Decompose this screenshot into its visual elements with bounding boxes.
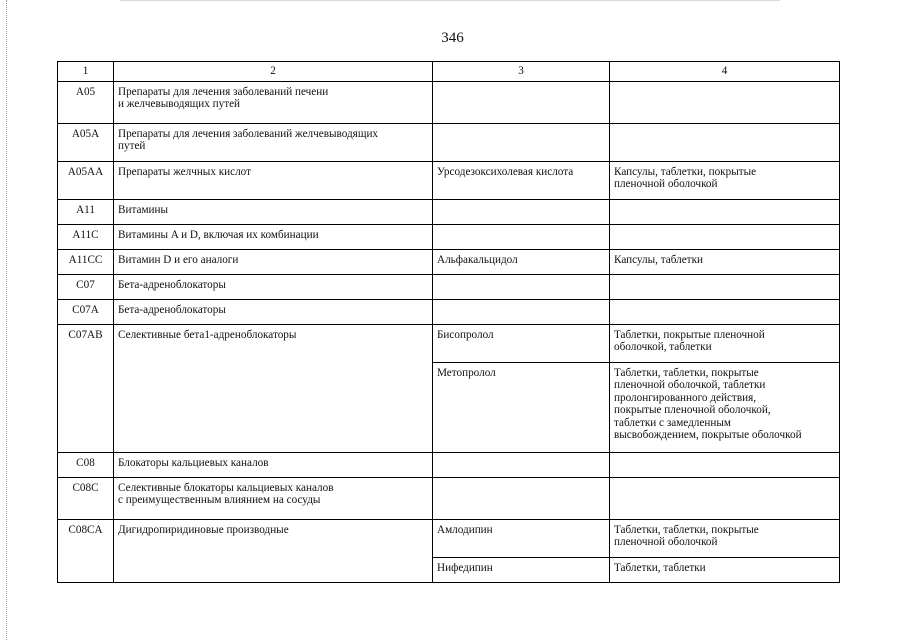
atc-code-cell: C08: [58, 452, 114, 477]
drug-name-cell: [433, 224, 610, 249]
drug-name-cell: Амлодипин: [433, 519, 610, 557]
scan-edge-line: [6, 0, 7, 640]
dosage-form-cell: [610, 123, 840, 161]
group-name-cell: Бета-адреноблокаторы: [114, 274, 433, 299]
table-row: [58, 161, 840, 199]
table-row: [58, 324, 840, 362]
table-row: [58, 299, 840, 324]
drug-name-cell: [433, 274, 610, 299]
group-name-cell: Витамин D и его аналоги: [114, 249, 433, 274]
drug-name-cell: Метопролол: [433, 362, 610, 452]
atc-code-cell: C07: [58, 274, 114, 299]
table-row: [58, 81, 840, 123]
table-row: [58, 249, 840, 274]
table-row: [58, 452, 840, 477]
column-header: 4: [610, 62, 840, 82]
group-name-cell: Витамины A и D, включая их комбинации: [114, 224, 433, 249]
dosage-form-cell: [610, 299, 840, 324]
drug-name-cell: Нифедипин: [433, 557, 610, 582]
drug-name-cell: Урсодезоксихолевая кислота: [433, 161, 610, 199]
atc-code-cell: C08CA: [58, 519, 114, 582]
group-name-cell: Бета-адреноблокаторы: [114, 299, 433, 324]
drug-name-cell: Бисопролол: [433, 324, 610, 362]
dosage-form-cell: [610, 199, 840, 224]
atc-code-cell: A11C: [58, 224, 114, 249]
dosage-form-cell: Капсулы, таблетки: [610, 249, 840, 274]
table-row: [58, 274, 840, 299]
dosage-form-cell: Таблетки, таблетки: [610, 557, 840, 582]
drug-name-cell: [433, 81, 610, 123]
table-header-row: [58, 62, 840, 82]
dosage-form-cell: Таблетки, таблетки, покрытые пленочной оболочкой, таблетки пролонгированного действия, покрытые пленочной оболочкой, таблетки с замедленным высвобождением, покрытые оболочкой: [610, 362, 840, 452]
page-number: 346: [441, 30, 464, 46]
column-header: 1: [58, 62, 114, 82]
atc-code-cell: A05A: [58, 123, 114, 161]
group-name-cell: Дигидропиридиновые производные: [114, 519, 433, 582]
dosage-form-cell: [610, 81, 840, 123]
dosage-form-cell: [610, 224, 840, 249]
drug-name-cell: [433, 452, 610, 477]
scan-top-line: [120, 0, 780, 1]
atc-code-cell: C07AB: [58, 324, 114, 452]
column-header: 2: [114, 62, 433, 82]
dosage-form-cell: [610, 274, 840, 299]
table-row: [58, 224, 840, 249]
drug-name-cell: Альфакальцидол: [433, 249, 610, 274]
table-row: [58, 477, 840, 519]
dosage-form-cell: Таблетки, таблетки, покрытые пленочной оболочкой: [610, 519, 840, 557]
group-name-cell: Блокаторы кальциевых каналов: [114, 452, 433, 477]
table-row: [58, 519, 840, 557]
atc-code-cell: A05: [58, 81, 114, 123]
group-name-cell: Селективные бета1-адреноблокаторы: [114, 324, 433, 452]
atc-code-cell: A05AA: [58, 161, 114, 199]
drug-name-cell: [433, 123, 610, 161]
medication-table: [57, 61, 840, 583]
dosage-form-cell: [610, 452, 840, 477]
dosage-form-cell: Таблетки, покрытые пленочной оболочкой, таблетки: [610, 324, 840, 362]
group-name-cell: Препараты для лечения заболеваний печени и желчевыводящих путей: [114, 81, 433, 123]
atc-code-cell: A11: [58, 199, 114, 224]
dosage-form-cell: Капсулы, таблетки, покрытые пленочной оболочкой: [610, 161, 840, 199]
group-name-cell: Препараты желчных кислот: [114, 161, 433, 199]
group-name-cell: Селективные блокаторы кальциевых каналов с преимущественным влиянием на сосуды: [114, 477, 433, 519]
group-name-cell: Витамины: [114, 199, 433, 224]
column-header: 3: [433, 62, 610, 82]
group-name-cell: Препараты для лечения заболеваний желчевыводящих путей: [114, 123, 433, 161]
dosage-form-cell: [610, 477, 840, 519]
atc-code-cell: C08C: [58, 477, 114, 519]
drug-name-cell: [433, 477, 610, 519]
drug-name-cell: [433, 199, 610, 224]
drug-name-cell: [433, 299, 610, 324]
table-row: [58, 123, 840, 161]
atc-code-cell: A11CC: [58, 249, 114, 274]
table-row: [58, 199, 840, 224]
atc-code-cell: C07A: [58, 299, 114, 324]
